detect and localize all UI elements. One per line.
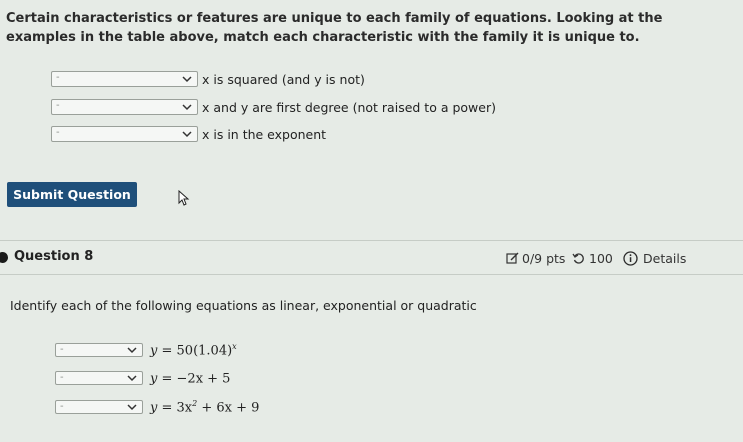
select-value: - [56,127,60,138]
section-divider [0,240,743,241]
equation-label: $y = 50(1.04)^x$ [150,341,237,359]
details-label[interactable]: Details [643,251,687,266]
retries-status [572,251,613,266]
chevron-down-icon [181,73,193,85]
question-prompt: Identify each of the following equations as linear, exponential or quadratic [10,298,477,313]
retries-value: 100 [589,251,613,266]
points-value: 0/9 pts [522,251,566,266]
points-status [506,251,565,266]
chevron-down-icon [181,128,193,140]
select-value: - [60,401,64,412]
family-select[interactable] [51,71,198,87]
instructions-text: Certain characteristics or features are unique to each family of equations. Looking at the examples in the table above, match each characteristic with the family it is unique to. [6,11,663,45]
equation-row [55,369,230,387]
select-value: - [56,100,60,111]
match-row [51,69,365,89]
characteristic-label: x and y are first degree (not raised to a power) [202,99,496,115]
select-value: - [60,344,64,355]
equation-label: y = −2x + 5 [150,371,231,387]
submit-question-button[interactable]: Submit Question [7,182,137,207]
details-link[interactable] [623,251,686,266]
equation-type-select[interactable] [55,343,143,357]
question-title: Question 8 [14,249,94,264]
equation-label: $y = 3x^2 + 6x + 9$ [150,398,260,416]
select-value: - [56,72,60,83]
cursor-arrow-icon [178,190,190,206]
match-row [51,124,326,144]
chevron-down-icon [126,401,138,413]
equation-type-select[interactable] [55,371,143,385]
family-select[interactable] [51,99,198,115]
question-bullet-icon [0,252,8,263]
chevron-down-icon [181,101,193,113]
chevron-down-icon [126,344,138,356]
edit-checkbox-icon [506,252,519,265]
family-select[interactable] [51,126,198,142]
info-icon [623,251,638,266]
section-divider [0,274,743,275]
match-row [51,97,496,117]
select-value: - [60,372,64,383]
equation-row [55,398,259,416]
equation-row [55,341,237,359]
chevron-down-icon [126,372,138,384]
characteristic-label: x is in the exponent [202,126,327,142]
retry-icon [572,252,585,265]
equation-type-select[interactable] [55,400,143,414]
characteristic-label: x is squared (and y is not) [202,71,365,87]
